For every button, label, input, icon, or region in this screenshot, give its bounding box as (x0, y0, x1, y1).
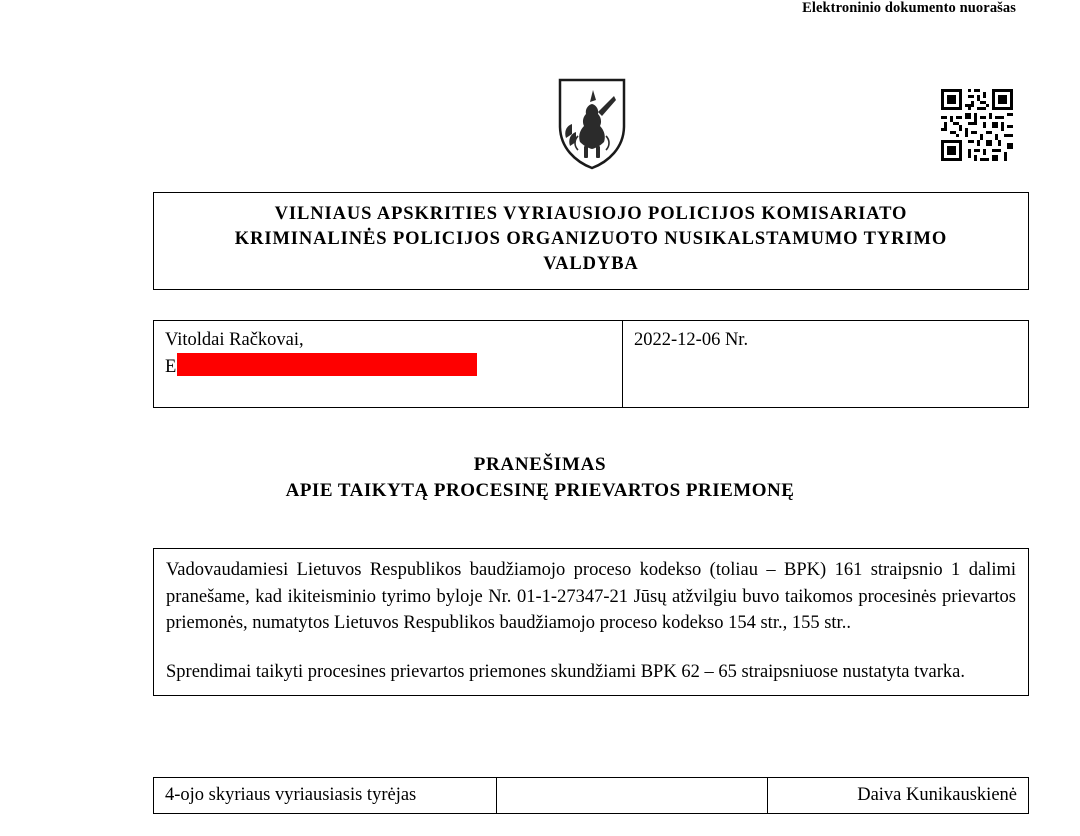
signatory-name: Daiva Kunikauskienė (768, 778, 1029, 814)
institution-header-line-1: VILNIAUS APSKRITIES VYRIAUSIOJO POLICIJOS KOMISARIATO (274, 204, 908, 224)
document-title-line-1: PRANEŠIMAS (473, 454, 607, 475)
institution-header-box (153, 192, 1029, 290)
electronic-document-note: Elektroninio dokumento nuorašas (802, 0, 1016, 16)
signature-table (153, 777, 1029, 814)
institution-header-line-2: KRIMINALINĖS POLICIJOS ORGANIZUOTO NUSIKALSTAMUMO TYRIMO (234, 229, 948, 249)
document-title-line-2: APIE TAIKYTĄ PROCESINĘ PRIEVARTOS PRIEMONĘ (285, 480, 795, 501)
lithuania-coat-of-arms-vytis-icon (556, 78, 628, 170)
table-row (154, 778, 1029, 814)
signature-empty-cell (497, 778, 768, 814)
qr-code-icon (938, 86, 1016, 164)
redaction-bar (177, 353, 477, 376)
date-number-cell: 2022-12-06 Nr. (623, 321, 1029, 408)
addressee-line-2-prefix: E (165, 357, 177, 377)
addressee-cell (154, 321, 623, 408)
table-row (154, 321, 1029, 408)
document-title (0, 452, 1080, 504)
body-paragraph-1: Vadovaudamiesi Lietuvos Respublikos baudžiamojo proceso kodekso (toliau – BPK) 161 straipsnio 1 dalimi pranešame, kad ikiteisminio tyrimo byloje Nr. 01-1-27347-21 Jūsų atžvilgiu buvo taikomos procesinės prievartos priemonės, numatytos Lietuvos Respublikos baudžiamojo proceso kodekso 154 str., 155 str.. (166, 560, 1016, 633)
body-paragraph-2: Sprendimai taikyti procesines prievartos priemones skundžiami BPK 62 – 65 straipsniuose nustatyta tvarka. (166, 661, 965, 682)
addressee-line-1: Vitoldai Račkovai, (165, 330, 304, 350)
document-body-box (153, 548, 1029, 696)
signatory-position: 4-ojo skyriaus vyriausiasis tyrėjas (154, 778, 497, 814)
addressee-line-2 (165, 353, 612, 380)
institution-header-line-3: VALDYBA (543, 254, 639, 274)
addressee-date-table (153, 320, 1029, 408)
